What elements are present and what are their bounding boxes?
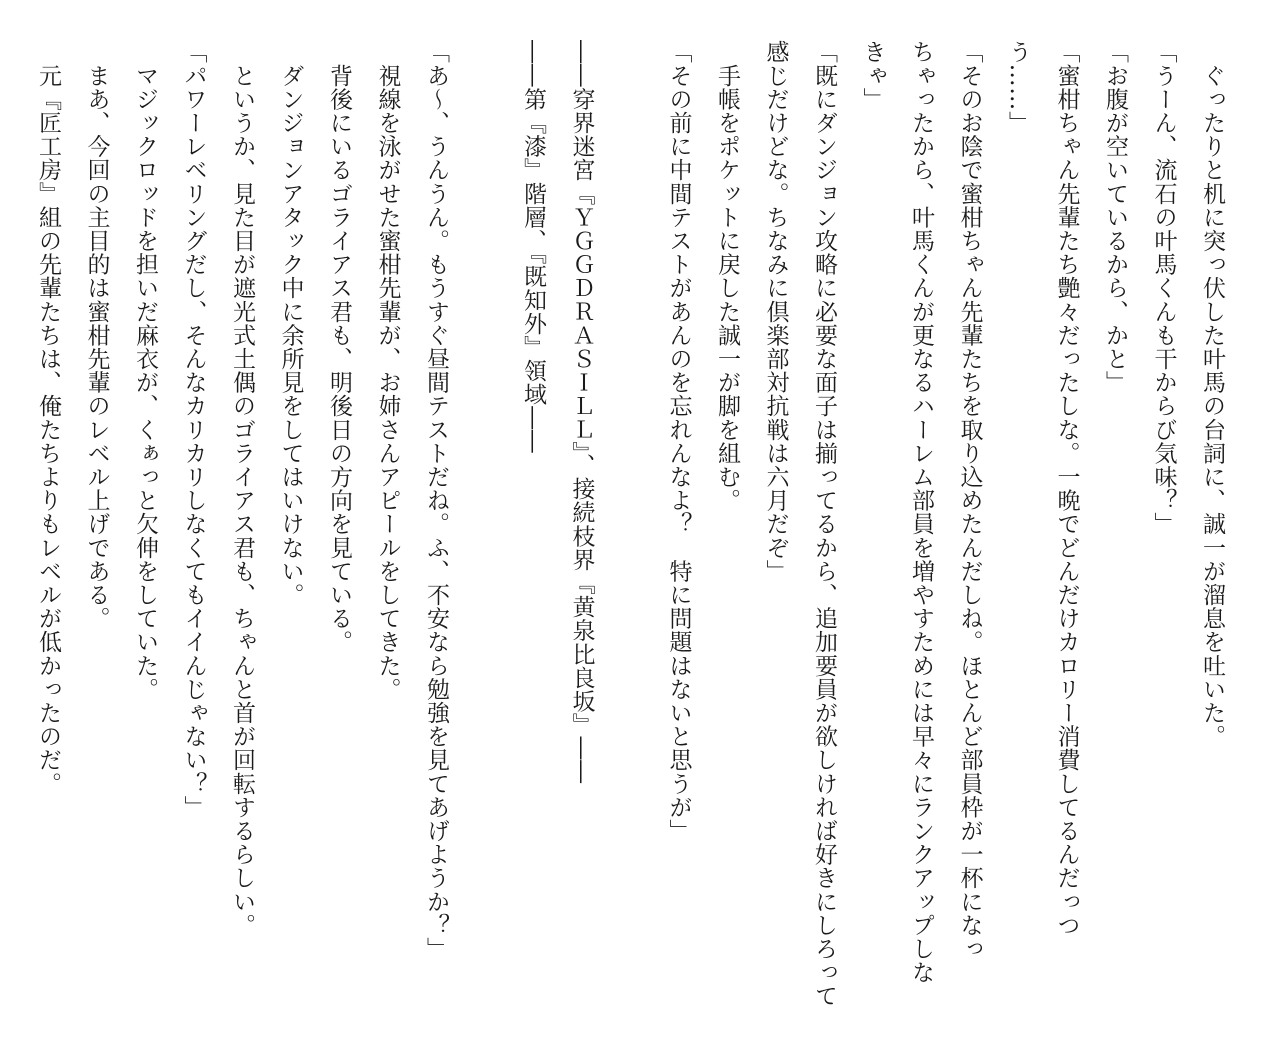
text-line: まあ、今回の主目的は蜜柑先輩のレベル上げである。 (83, 40, 110, 630)
text-line: 「お腹が空いているから、かと」 (1102, 40, 1128, 394)
text-line: 感じだけどな。ちなみに倶楽部対抗戦は六月だぞ」 (762, 40, 789, 583)
text-line: 背後にいるゴライアス君も、明後日の方向を見ている。 (326, 40, 352, 654)
vertical-text-body (24, 40, 1237, 1025)
text-line: 「あ〜、うんうん。もうすぐ昼間テストだね。ふ、不安なら勉強を見てあげようか？」 (423, 40, 449, 961)
text-line: ぐったりと机に突っ伏した叶馬の台詞に、誠一が溜息を吐いた。 (1199, 40, 1225, 748)
blank-line (460, 40, 509, 1025)
text-line: 「蜜柑ちゃん先輩たち艶々だったしな。一晩でどんだけカロリー消費してるんだっつ (1053, 40, 1080, 937)
text-line: というか、見た目が遮光式土偶のゴライアス君も、ちゃんと首が回転するらしい。 (229, 40, 255, 937)
text-line: 「パワーレベリングだし、そんなカリカリしなくてもイイんじゃない？」 (180, 40, 207, 819)
text-line: きゃ」 (859, 40, 886, 111)
text-line: 手帳をポケットに戻した誠一が脚を組む。 (714, 40, 740, 512)
text-line: ダンジョンアタック中に余所見をしてはいけない。 (277, 40, 304, 607)
text-line: 「その前に中間テストがあんのを忘れんなよ？ 特に問題はないと思うが」 (665, 40, 692, 843)
text-line: う……」 (1005, 40, 1031, 135)
section-heading-line: ――穿界迷宮『ＹＧＧＤＲＡＳＩＬＬ』、接続枝界『黄泉比良坂』―― (568, 40, 595, 784)
section-heading-line: ――第『漆』階層、『既知外』領域―― (520, 40, 546, 454)
text-line: ちゃったから、叶馬くんが更なるハーレム部員を増やすためには早々にランクアップしな (908, 40, 934, 984)
text-line: 「うーん、流石の叶馬くんも干からび気味？」 (1150, 40, 1177, 536)
text-line: 「既にダンジョン攻略に必要な面子は揃ってるから、追加要員が欲しければ好きにしろって (811, 40, 837, 1008)
text-line: 「そのお陰で蜜柑ちゃん先輩たちを取り込めたんだしね。ほとんど部員枠が一杯になっ (956, 40, 983, 961)
blank-line (606, 40, 655, 1025)
text-line: マジックロッドを担いだ麻衣が、くぁっと欠伸をしていた。 (132, 40, 158, 701)
text-line: 視線を泳がせた蜜柑先輩が、お姉さんアピールをしてきた。 (374, 40, 401, 701)
text-line: 元『匠工房』組の先輩たちは、俺たちよりもレベルが低かったのだ。 (35, 40, 61, 796)
